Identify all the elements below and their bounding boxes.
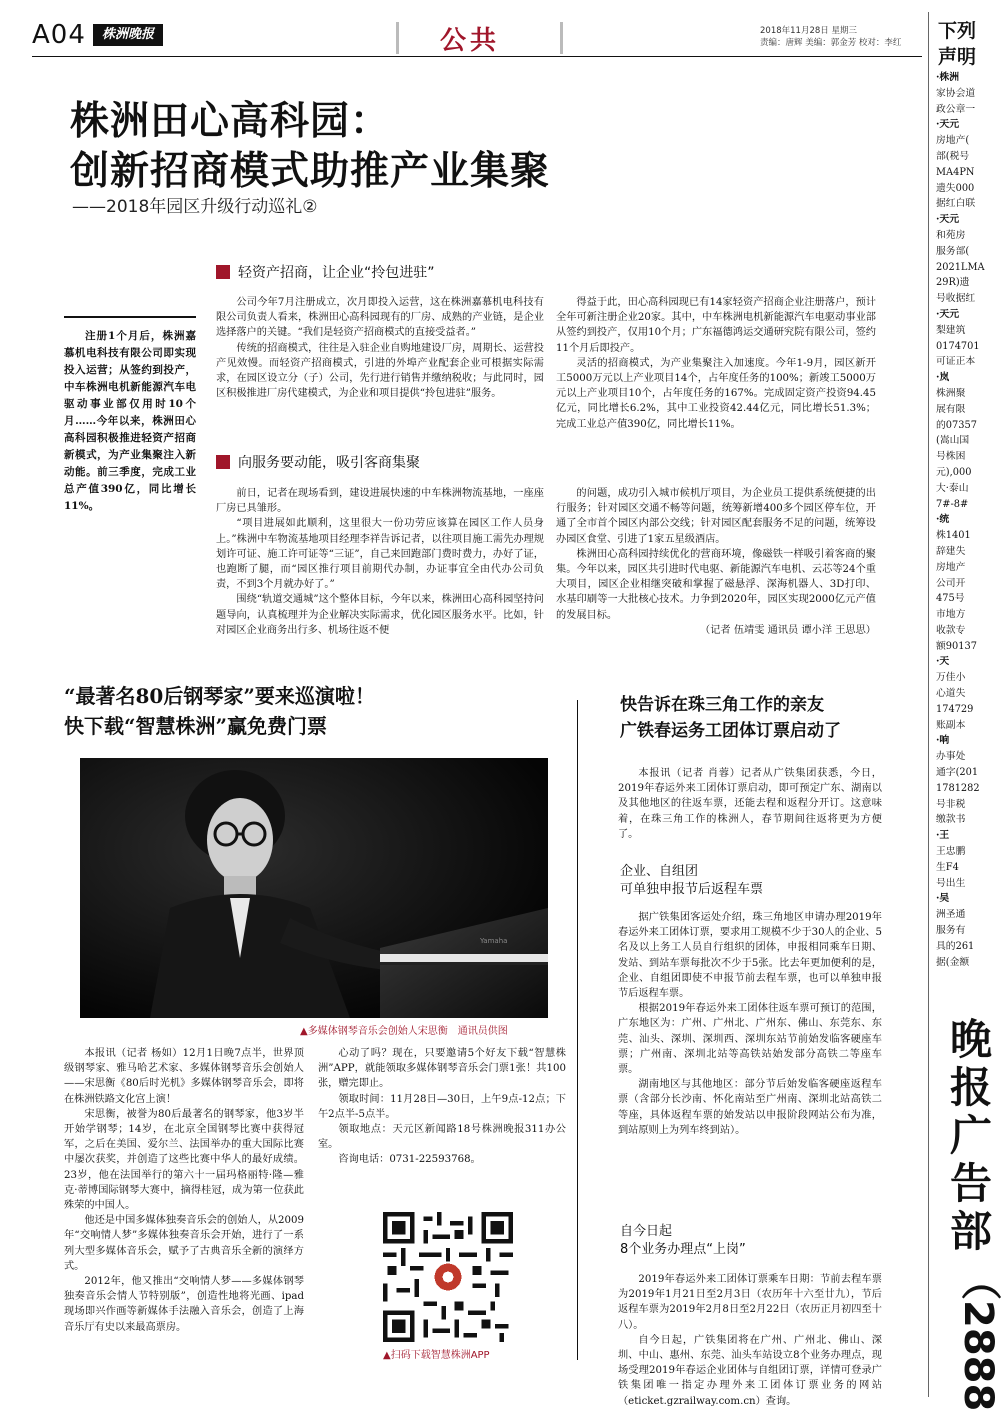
staff-line: 责编：唐辉 美编：郭金芳 校对：李红 bbox=[760, 38, 902, 48]
notice-line: 服务部( bbox=[936, 245, 970, 257]
rail-title-line2: 广铁春运务工团体订票启动了 bbox=[620, 721, 841, 741]
lead-byline: （记者 伍靖雯 通讯员 谭小洋 王思思） bbox=[700, 624, 876, 636]
piano-title-line1: “最著名80后钢琴家”要来巡演啦！ bbox=[64, 684, 375, 708]
header-divider-left bbox=[396, 22, 399, 54]
notice-line: 1781282 bbox=[936, 782, 980, 794]
section-name: 公共 bbox=[440, 26, 501, 56]
notice-line: 部(税号 bbox=[936, 150, 970, 162]
pianist-photo bbox=[80, 758, 548, 1018]
header-rule bbox=[32, 56, 922, 57]
notice-line: 号收据红 bbox=[936, 293, 976, 305]
notice-line: 株洲聚 bbox=[936, 387, 966, 399]
notice-line: 公司开 bbox=[936, 577, 966, 589]
notice-line: 的07357 bbox=[936, 419, 977, 431]
notice-line: 展有限 bbox=[936, 403, 966, 415]
rail-title-line1: 快告诉在珠三角工作的亲友 bbox=[620, 695, 824, 715]
rail-h2-line1: 自今日起 bbox=[620, 1224, 673, 1239]
notice-line: ·天元 bbox=[936, 119, 960, 131]
notice-line: 万佳小 bbox=[936, 672, 966, 684]
lead-title-line2: 创新招商模式助推产业集聚 bbox=[70, 149, 551, 194]
ad-character: 晚 bbox=[950, 1015, 993, 1064]
notice-line: 具的261 bbox=[936, 940, 975, 952]
rail-intro: 本报讯（记者 肖蓉）记者从广铁集团获悉，今日，2019年春运外来工团体订票启动，即可预定广东、湖南以及其他地区的往返车票，还能去程和返程分开订。这意味着，在珠三角工作的株洲人，春节期间往返将更为方便了。 bbox=[618, 768, 882, 840]
app-qr-code[interactable] bbox=[383, 1212, 513, 1342]
ad-character: 部 bbox=[950, 1207, 993, 1256]
photo-caption: ▲多媒体钢琴音乐会创始人宋思衡 通讯员供图 bbox=[300, 1026, 508, 1037]
pull-quote: 注册1个月后，株洲嘉慕机电科技有限公司即实现投入运营；从签约到投产，中车株洲电机新能源汽车电驱动事业部仅用时10个月……今年以来，株洲田心高科园积极推进轻资产招商新模式，为产业集聚注入新动能。前三季度，完成工业总产值390亿，同比增长11%。 bbox=[64, 316, 196, 515]
notice-line: 大·泰山 bbox=[936, 482, 969, 494]
lead-subtitle: ——2018年园区升级行动巡礼② bbox=[72, 197, 318, 217]
notice-line: 和苑房 bbox=[936, 229, 966, 241]
qr-code-icon bbox=[383, 1212, 513, 1342]
section2-col2: 的问题，成功引入城市候机厅项目，为企业员工提供系统便捷的出行服务；针对园区交通不畅等问题，统筹新增400多个园区停车位，开通了全市首个园区内部公交线；针对园区配套服务不足的问题，统筹设办园区食堂、引进了1家五星级酒店。 株洲田心高科园持续优化的营商环境，像磁铁一样吸引着客商的聚集。今年以来，园区共引进时代电驱、新能源汽车电机、云芯等24个重大项目，园区企业相继突破和掌握了磁悬浮、深海机器人、3D打印、水基印刷等一大批核心技术。力争到2020年，园区实现2000亿元产值的发展目标。 （记者 伍靖雯 通讯员 谭小洋 王思思） bbox=[556, 486, 876, 638]
rail-h2-line2: 8个业务办理点“上岗” bbox=[620, 1242, 746, 1257]
rail-body1: 据广铁集团客运处介绍，珠三角地区申请办理2019年春运外来工团体订票，要求用工规模不少于30人的企业、5名及以上务工人员自行组织的团体，申报相同乘车日期、发站、到站车票每批次不少于5张。比去年更加便利的是，企业、自组团即使不申报节前去程车票，也可以单独申报节后返程车票。 根据2019年春运外来工团体往返车票可预订的范围，广东地区为：广州、广州北、广州东、佛山、东莞东、东莞、汕头、深圳、深圳西、深圳东站节前始发临客硬座车票；广州南、深圳北站等高铁站始发部分高铁二等座车票。 湖南地区与其他地区：部分节后始发临客硬座返程车票（含部分长沙南、怀化南站至广州南、深圳北站高铁二等座，具体返程车票的始发站以申报阶段网站公布为准，到站原则上为列车终到站）。 bbox=[618, 912, 882, 1136]
notice-line: 心道失 bbox=[936, 688, 966, 700]
section1-head: 轻资产招商，让企业“拎包进驻” bbox=[216, 262, 435, 282]
notice-line: 辞建失 bbox=[936, 545, 966, 557]
notice-line: 7#-8# bbox=[936, 498, 969, 510]
notice-line: 株1401 bbox=[936, 530, 971, 542]
notice-line: 475号 bbox=[936, 593, 965, 605]
notice-line: 号非税 bbox=[936, 798, 966, 810]
notice-line: 可证正本 bbox=[936, 356, 976, 368]
notice-line: ·吴 bbox=[936, 893, 950, 905]
ad-character: 广 bbox=[950, 1111, 993, 1160]
notice-line: 房地产 bbox=[936, 561, 966, 573]
notice-line: 号出生 bbox=[936, 877, 966, 889]
paper-logo: 株洲晚报 bbox=[93, 24, 163, 46]
piano-title-line2: 快下载“智慧株洲”赢免费门票 bbox=[64, 714, 328, 738]
notice-line: 梨建筑 bbox=[936, 324, 966, 336]
notice-line: 账副本 bbox=[936, 719, 966, 731]
notice-line: 174729 bbox=[936, 703, 974, 715]
notice-line: 生F4 bbox=[936, 861, 959, 873]
notice-line: 收款专 bbox=[936, 624, 966, 636]
notice-line: ·天元 bbox=[936, 214, 960, 226]
notice-list bbox=[936, 70, 984, 970]
notice-line: ·王 bbox=[936, 830, 950, 842]
notice-line: ·天 bbox=[936, 656, 950, 668]
notice-line: 房地产( bbox=[936, 135, 970, 147]
notice-line: 王忠鹏 bbox=[936, 846, 966, 858]
notice-line: 政公章一 bbox=[936, 103, 976, 115]
section2-head: 向服务要动能，吸引客商集聚 bbox=[216, 452, 420, 472]
ad-phone: （2888 bbox=[955, 1260, 1001, 1411]
notice-line: 市地方 bbox=[936, 609, 966, 621]
rail-body2: 2019年春运外来工团体订票乘车日期：节前去程车票为2019年1月21日至2月3日（农历年十六至廿九），节后返程车票为2019年2月8日至2月22日（农历正月初四至十八）。 自今日起，广铁集团将在广州、广州北、佛山、深圳、中山、惠州、东莞、汕头车站设立8个业务办理点，现场受理2019年春运企业团体与自组团订票，详情可登录广铁集团唯一指定办理外来工团体订票业务的网站（eticket.gzrailway.com.cn）查询。 bbox=[618, 1274, 882, 1407]
notice-line: ·岚 bbox=[936, 372, 950, 384]
notice-line: 通字(201 bbox=[936, 767, 979, 779]
header-divider-right bbox=[560, 22, 563, 54]
pianist-illustration bbox=[80, 758, 548, 1018]
notice-line: 0174701 bbox=[936, 340, 980, 352]
rail-h1-line2: 可单独申报节后返程车票 bbox=[620, 882, 764, 897]
notice-line: 29R)遗 bbox=[936, 277, 970, 289]
ad-character: 报 bbox=[950, 1063, 993, 1112]
notice-line: ·株洲 bbox=[936, 72, 960, 83]
section1-col2: 得益于此，田心高科园现已有14家轻资产招商企业注册落户，预计全年可新注册企业20家。其中，中车株洲电机新能源汽车电驱动事业部从签约到投产，仅用10个月；广东福德鸿运交通研究院有限公司，签约11个月后即投产。 灵活的招商模式，为产业集聚注入加速度。今年1-9月，园区新开工5000万元以上产业项目14个，占年度任务的100%；新竣工5000万元以上产业项目10个，占年度任务的167%。完成固定资产投资94.45亿元，同比增长6.2%，其中工业投资42.44亿元，同比增长51.3%；完成工业总产值390亿，同比增长11%。 bbox=[556, 297, 876, 430]
section2-col1: 前日，记者在现场看到，建设进展快速的中车株洲物流基地，一座座厂房已具雏形。 “项目进展如此顺利，这里很大一份功劳应该算在园区工作人员身上。”株洲中车物流基地项目经理李祥告诉记者，以往项目施工需先办理规划许可证、施工许可证等“三证”，自己来回跑部门费时费力，办好了证，也跑断了腿，而“园区推行项目前期代办制，办证事宜全由代办公司负责，不到3个月就办好了。” 围绕“轨道交通城”这个整体目标，今年以来，株洲田心高科园坚持问题导向，认真梳理并为企业解决实际需求，优化园区服务水平。比如，针对园区企业商务出行多、机场往返不便 bbox=[216, 488, 544, 636]
strip-title2: 声明 bbox=[938, 46, 977, 68]
notice-line: 家协会道 bbox=[936, 87, 976, 99]
strip-title1: 下列 bbox=[938, 20, 977, 42]
notice-line: 服务有 bbox=[936, 925, 966, 937]
heading-marker-icon bbox=[216, 455, 230, 469]
notice-line: 办事处 bbox=[936, 751, 966, 763]
notice-line: ·响 bbox=[936, 735, 950, 747]
ad-character: 告 bbox=[950, 1159, 993, 1208]
date-line: 2018年11月28日 星期三 bbox=[760, 26, 857, 36]
notice-line: (嵩山国 bbox=[936, 435, 970, 447]
notice-line: 额90137 bbox=[936, 640, 977, 652]
notice-line: 洲圣通 bbox=[936, 909, 966, 921]
rail-h1-line1: 企业、自组团 bbox=[620, 864, 699, 879]
notice-line: ·统 bbox=[936, 514, 950, 526]
notice-line: 据红白联 bbox=[936, 198, 976, 210]
strip-divider bbox=[928, 12, 929, 1397]
lead-title-line1: 株洲田心高科园： bbox=[70, 99, 391, 144]
notice-line: 元),000 bbox=[936, 466, 972, 478]
section1-col1: 公司今年7月注册成立，次月即投入运营，这在株洲嘉慕机电科技有限公司负责人看来，株洲田心高科园现有的厂房、成熟的产业链，是企业选择落户的关键。“我们是轻资产招商模式的直接受益者。” 传统的招商模式，往往是入驻企业自购地建设厂房，周期长、运营投产见效慢。而轻资产招商模式，引进的外埠产业配套企业可根据实际需求，在园区设立分（子）公司，先行进行销售并缴纳税收；与此同时，园区积极推进厂房代建模式，为企业和项目提供“拎包进驻”服务。 bbox=[216, 297, 544, 400]
notice-line: 据(金额 bbox=[936, 956, 970, 968]
notice-line: 号株困 bbox=[936, 451, 966, 463]
qr-caption: ▲扫码下载智慧株洲APP bbox=[383, 1350, 490, 1361]
notice-line: 遗失000 bbox=[936, 182, 975, 194]
ad-block bbox=[950, 1015, 1001, 1411]
notice-line: ·天元 bbox=[936, 308, 960, 320]
notice-line: 2021LMA bbox=[936, 261, 985, 273]
notice-line: MA4PN bbox=[936, 166, 975, 178]
photo-overlay-text: Yamaha bbox=[480, 937, 508, 945]
piano-col2: 心动了吗？现在，只要邀请5个好友下载“智慧株洲”APP，就能领取多媒体钢琴音乐会门票1张！共100张，赠完即止。 领取时间：11月28日—30日，上午9点-12点；下午2点半-5点半。 领取地点：天元区新闻路18号株洲晚报311办公室。 咨询电话：0731-22593768。 bbox=[318, 1048, 566, 1166]
piano-col1: 本报讯（记者 杨如）12月1日晚7点半，世界顶级钢琴家、雅马哈艺术家、多媒体钢琴音乐会创始人——宋思衡《80后时光机》多媒体钢琴音乐会，即将在株洲铁路文化宫上演！ 宋思衡，被誉为80后最著名的钢琴家，他3岁半开始学钢琴；14岁，在北京全国钢琴比赛中获得冠军，之后在美国、爱尔兰、法国举办的重大国际比赛中屡次获奖，并创造了这些比赛中华人的最好成绩。23岁，他在法国举行的第六十一届玛格丽特·隆—雅克·蒂博国际钢琴大赛中，摘得桂冠，成为第一位获此殊荣的中国人。 他还是中国多媒体独奏音乐会的创始人，从2009年“交响情人梦”多媒体独奏音乐会开始，进行了一系列大型多媒体音乐会，赋予了古典音乐全新的演绎方式。 2012年，他又推出“交响情人梦——多媒体钢琴独奏音乐会情人节特别版”，创造性地将光画、ipad现场即兴作画等新媒体手法融入音乐会，创造了上海音乐厅有史以来最高票房。 bbox=[64, 1048, 304, 1333]
page-number: A04 bbox=[32, 20, 86, 50]
heading-marker-icon bbox=[216, 265, 230, 279]
notice-line: 缴款书 bbox=[936, 814, 966, 826]
